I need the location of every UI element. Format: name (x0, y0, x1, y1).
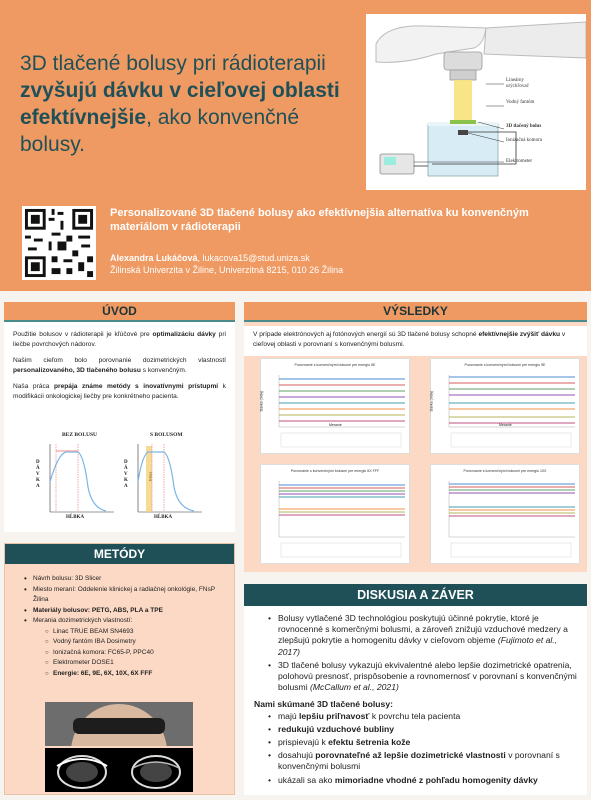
metody-subitem: ○ Elektrometer DOSE1 (45, 658, 225, 669)
finding-item: • majú lepšiu priľnavosť k povrchu tela pacienta (268, 711, 577, 722)
chart-6e (260, 358, 410, 454)
chart-9e-title: Porovnanie s konvenčnými bolusmi pre energiu 9E (464, 363, 546, 367)
metody-panel (4, 543, 235, 795)
vysledky-heading: VÝSLEDKY (244, 302, 587, 322)
figure-label-phantom: Vodný fantóm (506, 100, 535, 105)
vysledky-text-1: V prípade elektrónových aj fotónových energií sú 3D tlačené bolusy schopné (253, 331, 479, 338)
metody-item: • Materiály bolusov: PETG, ABS, PLA a TPE (24, 606, 225, 617)
finding-item: • dosahujú porovnateľné až lepšie dozimetrické vlastnosti v porovnaní s konvenčnými bolusmi (268, 750, 577, 772)
headline-part-2: , ako konvenčné bolusy. (20, 106, 300, 156)
metody-subitem: ○ Ionizačná komora: FC65-P, PPC40 (45, 648, 225, 659)
metody-heading: METÓDY (5, 544, 234, 564)
chart-9e (430, 358, 580, 454)
dose-graph-without-bolus (36, 432, 116, 524)
author-email[interactable]: , lukacova15@stud.uniza.sk (197, 253, 310, 263)
chart-6e-title: Porovnanie s konvenčnými bolusmi pre energiu 6E (294, 363, 376, 367)
uvod-panel (4, 302, 235, 532)
metody-list (14, 574, 225, 679)
diskusia-heading: DISKUSIA A ZÁVER (244, 584, 587, 606)
graph-right-title: S BOLUSOM (150, 432, 183, 438)
chart-6xfff (260, 464, 410, 564)
chart-10x (430, 464, 580, 564)
chart-6e-ylabel: Dávka (mGy) (259, 390, 264, 412)
figure-label-bolus: 3D tlačený bolus (506, 124, 542, 129)
ct-scan-left (45, 748, 119, 792)
chart-9e-ylabel: Dávka (mGy) (429, 390, 434, 412)
graph-left-ylabel: D Á V K A (36, 460, 40, 489)
author-affiliation: Žilinská Univerzita v Žiline, Univerzitná 8215, 010 26 Žilina (110, 265, 344, 275)
graph-left-title: BEZ BOLUSU (62, 432, 97, 438)
chart-10x-title: Porovnanie s konvenčnými bolusmi pre energiu 10X (463, 469, 547, 473)
graph-right-bolus-label: bolus (147, 471, 153, 482)
headline-part-1: 3D tlačené bolusy pri rádioterapii (20, 52, 326, 75)
diskusia-list (254, 613, 577, 693)
diskusia-findings-list (254, 711, 577, 786)
diskusia-item: • Bolusy vytlačené 3D technológiou poskytujú účinné pokrytie, ktoré je rovnocenné s komerčnými bolusmi, a zároveň znižujú vzduchové medzery a zlepšujú pokrytie a homogenitu dávky v cieľovom objeme (Fujimoto et al., 2017) (268, 613, 577, 658)
diskusia-lead: Nami skúmané 3D tlačené bolusy: (254, 699, 393, 710)
poster-subtitle: Personalizované 3D tlačené bolusy ako efektívnejšia alternatíva ku konvenčným materiálom v rádioterapii (110, 207, 529, 233)
chart-6e-plot (261, 367, 411, 451)
uvod-paragraph-3: Naša práca prepája známe metódy s inovatívnymi prístupmi k modifikácii onkologickej liečby pre konkrétneho pacienta. (13, 383, 226, 400)
headline-bold: zvyšujú dávku v cieľovej oblasti efektívnejšie (20, 79, 340, 129)
graph-left-xlabel: HĹBKA (66, 515, 85, 520)
vysledky-body (244, 326, 587, 356)
vysledky-panel (244, 302, 587, 572)
poster-header (0, 0, 591, 291)
finding-item: • prispievajú k efektu šetrenia kože (268, 737, 577, 748)
qr-code-icon (22, 206, 96, 280)
ct-scan-right (119, 748, 193, 792)
metody-item: • Miesto meraní: Oddelenie klinickej a radiačnej onkológie, FNsP Žilina (24, 585, 225, 606)
metody-subitem: ○ Energie: 6E, 9E, 6X, 10X, 6X FFF (45, 669, 225, 680)
vysledky-text-bold: efektívnejšie zvýšiť dávku (478, 331, 561, 338)
finding-item: • redukujú vzduchové bubliny (268, 724, 577, 735)
chart-9e-plot (431, 367, 581, 451)
setup-figure (366, 14, 586, 190)
linac-setup-illustration (366, 14, 586, 190)
chart-6xfff-plot (261, 473, 411, 561)
diskusia-item: • 3D tlačené bolusy vykazujú ekvivalentné alebo lepšie dozimetrické opatrenia, polohovú presnosť, prispôsobenie a rovnomernosť v porovnaní s konvenčnými bolusmi (McCallum et al., 2021) (268, 660, 577, 694)
finding-item: • ukázali sa ako mimoriadne vhodné z pohľadu homogenity dávky (268, 775, 577, 786)
figure-label-linac: Lineárny urýchľovač (506, 78, 529, 89)
metody-subitem: ○ Linac TRUE BEAM SN4693 (45, 627, 225, 638)
uvod-paragraph-1: Použitie bolusov v rádioterapii je kľúčové pre optimalizáciu dávky pri liečbe povrchových nádorov. (13, 331, 227, 348)
qr-code[interactable] (22, 206, 96, 280)
phantom-photo-top (45, 702, 193, 746)
metody-item: • Merania dozimetrických vlastností: ○ Linac TRUE BEAM SN4693 ○ Vodný fantóm IBA Dosimetry ○ Ionizačná komora: FC65-P, PPC40 ○ Elektrometer DOSE1 ○ Energie: 6E, 9E, 6X, 10X, 6X FFF (24, 616, 225, 679)
metody-sublist (33, 627, 225, 680)
graph-left-plot (36, 432, 116, 524)
graph-right-plot (124, 432, 204, 524)
diskusia-panel (244, 584, 587, 795)
diskusia-body (244, 610, 587, 795)
vysledky-text-2: v cieľovej oblasti v porovnaní s konvenčnými bolusmi. (253, 331, 566, 348)
graph-right-xlabel: HĹBKA (154, 515, 173, 520)
ct-scan-images (45, 748, 193, 792)
graph-right-ylabel: D Á V K A (124, 460, 128, 489)
author-name: Alexandra Lukáčová (110, 253, 198, 263)
uvod-paragraph-2: Našim cieľom bolo porovnanie dozimetrických vlastností personalizovaného, 3D tlačeného bolusu s konvenčným. (13, 357, 226, 374)
dose-graph-with-bolus (124, 432, 204, 524)
poster-headline (20, 50, 350, 158)
chart-6xfff-title: Porovnanie s konvenčnými bolusmi pre energiu 6X FFF (290, 469, 380, 473)
figure-label-chamber: Ionizačná komora (506, 138, 542, 143)
author-block (110, 252, 580, 276)
metody-subitem: ○ Vodný fantóm IBA Dosimetry (45, 637, 225, 648)
chart-10x-plot (431, 473, 581, 561)
figure-label-electrometer: Elektrometer (506, 159, 533, 164)
chart-6e-xlabel: Meranie (329, 423, 342, 427)
metody-item: • Návrh bolusu: 3D Slicer (24, 574, 225, 585)
chart-9e-xlabel: Meranie (499, 423, 512, 427)
uvod-heading: ÚVOD (4, 302, 235, 322)
